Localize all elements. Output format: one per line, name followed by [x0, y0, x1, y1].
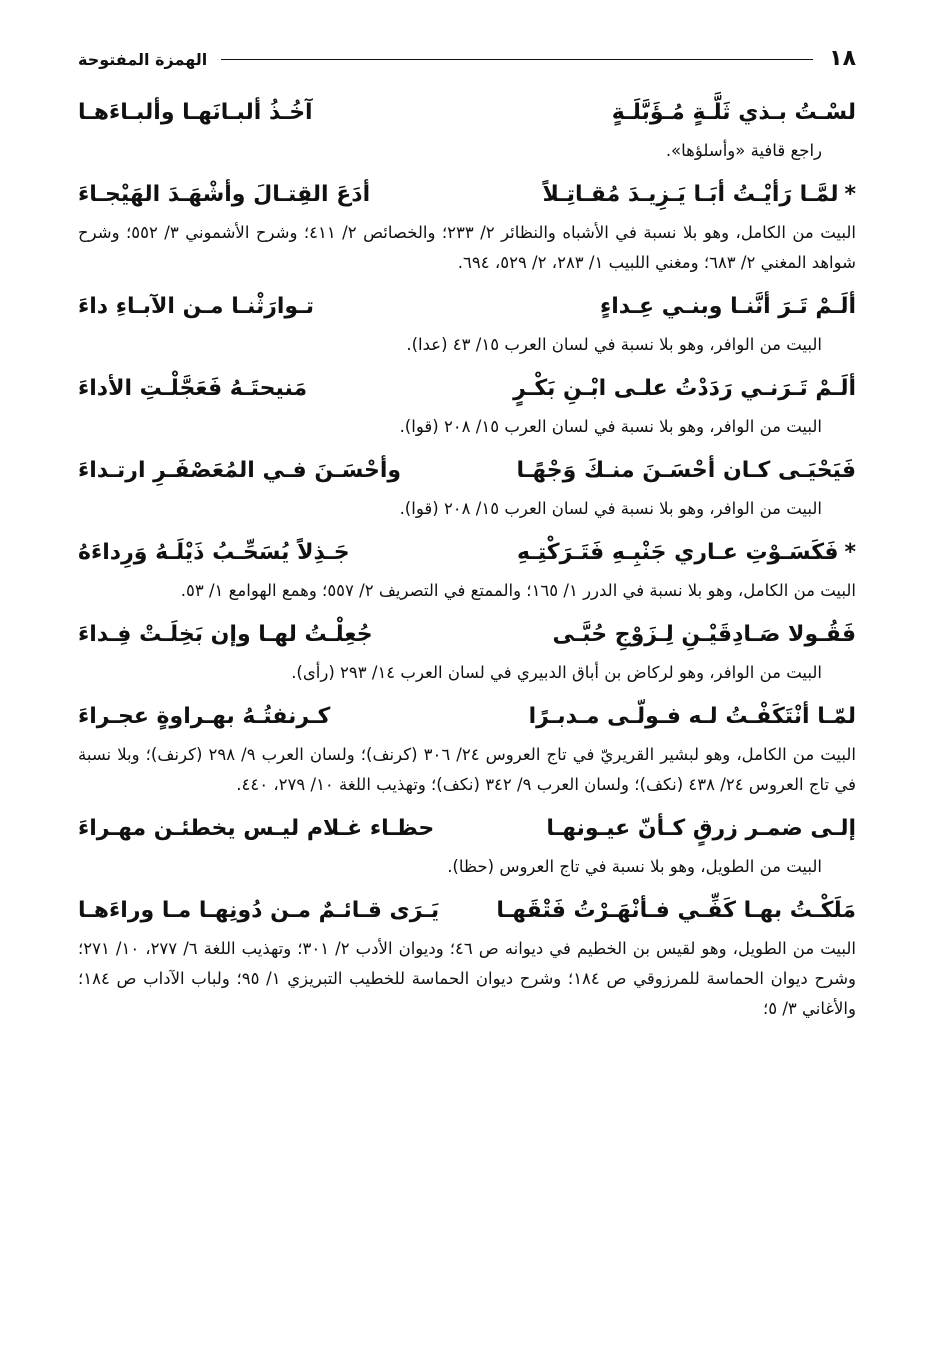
second-hemistich: وأحْسَـنَ فـي المُعَصْفَـرِ ارتـداءَ [78, 458, 402, 483]
verse-entry [78, 172, 856, 278]
first-hemistich-text: لسْـتُ بـذي ثَلَّـةٍ مُـؤَبَّلَـةٍ [611, 100, 856, 125]
first-hemistich-text: ألَـمْ تَـرَ أنَّنـا وبنـي عِـداءٍ [600, 294, 856, 319]
verse-line [78, 694, 856, 740]
source-note: البيت من الكامل، وهو بلا نسبة في الأشباه والنظائر ٢/ ٢٣٣؛ والخصائص ٢/ ٤١١؛ وشرح الأشموني ٣/ ٥٥٢؛ وشرح شواهد المغني ٢/ ٦٨٣؛ ومغني اللبيب ١/ ٢٨٣، ٢/ ٥٢٩، ٦٩٤. [78, 223, 856, 272]
second-hemistich: مَنيحتَـهُ فَعَجَّلْـتِ الأداءَ [78, 376, 308, 401]
source-note: البيت من الكامل، وهو بلا نسبة في الدرر ١/ ١٦٥؛ والممتع في التصريف ٢/ ٥٥٧؛ وهمع الهوامع ١/ ٥٣. [180, 581, 856, 600]
first-hemistich-text: إلـى ضمـر زرقٍ كـأنّ عيـونهـا [546, 816, 856, 841]
section-title: الهمزة المفتوحة [78, 49, 208, 69]
first-hemistich-text: لمّـا أنْتَكَفْـتُ لـه فـولّـى مـدبـرًا [528, 704, 856, 729]
first-hemistich-text: فَقُـولا صَـادِقَيْـنِ لِـزَوْجِ حُبَّـى [552, 622, 856, 647]
verse-entry [78, 448, 856, 524]
first-hemistich [483, 694, 856, 740]
book-page [78, 42, 856, 1320]
first-hemistich-text: فَكَسَـوْتِ عـاري جَنْبِـهِ فَتَـرَكْتِـهِ [516, 540, 839, 565]
verse-entry [78, 694, 856, 800]
verse-entry [78, 90, 856, 166]
asterisk-marker: * [844, 182, 856, 207]
first-hemistich [483, 612, 856, 658]
first-hemistich-text: لمَّـا رَأيْـتُ أبَـا يَـزِيـدَ مُقـاتِـلاً [542, 182, 839, 207]
source-note: البيت من الكامل، وهو لبشير القريريّ في تاج العروس ٢٤/ ٣٠٦ (كرنف)؛ ولسان العرب ٩/ ٢٩٨ (كرنف)؛ وبلا نسبة في تاج العروس ٢٤/ ٤٣٨ (نكف)؛ ولسان العرب ٩/ ٣٤٢ (نكف)؛ وتهذيب اللغة ١٠/ ٢٧٩، ٤٤٠. [78, 745, 857, 794]
source-note: راجع قافية «وأسلؤها». [665, 141, 822, 160]
first-hemistich [483, 806, 856, 852]
second-hemistich: آخُـذُ ألبـانَهـا وألبـاءَهـا [78, 100, 313, 125]
verse-line [78, 284, 856, 330]
second-hemistich: جَـذِلاً يُسَحِّـبُ ذَيْلَـهُ وَرِداءَهُ [78, 540, 350, 565]
second-hemistich: جُعِلْـتُ لهـا وإن بَخِلَـتْ فِـداءَ [78, 622, 373, 647]
verse-entry [78, 530, 856, 606]
header-rule [221, 59, 813, 60]
running-head [78, 42, 856, 76]
asterisk-marker: * [844, 540, 856, 565]
first-hemistich-text: فَيَحْيَـى كـان أحْسَـنَ منـكَ وَجْهًـا [516, 458, 856, 483]
verse-line [78, 366, 856, 412]
verse-line [78, 172, 856, 218]
source-note: البيت من الوافر، وهو بلا نسبة في لسان العرب ١٥/ ٢٠٨ (قوا). [399, 499, 822, 518]
first-hemistich [483, 366, 856, 412]
page-number: ١٨ [829, 46, 856, 71]
source-note: البيت من الطويل، وهو لقيس بن الخطيم في ديوانه ص ٤٦؛ وديوان الأدب ٢/ ٣٠١؛ وتهذيب اللغة ٦/ ٢٧٧، ١٠/ ٢٧١؛ وشرح ديوان الحماسة للمرزوقي ص ١٨٤؛ وشرح ديوان الحماسة للخطيب التبريزي ١/ ٩٥؛ ولباب الآداب ص ١٨٤؛ والأغاني ٣/ ٥؛ [78, 939, 856, 1018]
first-hemistich [483, 888, 856, 934]
verse-entry [78, 888, 856, 1024]
verse-entry [78, 806, 856, 882]
second-hemistich: تـوارَثْنـا مـن الآبـاءِ داءَ [78, 294, 315, 319]
verse-line [78, 888, 856, 934]
source-note: البيت من الوافر، وهو لركاض بن أباق الدبيري في لسان العرب ١٤/ ٢٩٣ (رأى). [291, 663, 822, 682]
second-hemistich: أدَعَ القِتـالَ وأشْهَـدَ الهَيْجـاءَ [78, 182, 371, 207]
first-hemistich [483, 284, 856, 330]
verse-line [78, 806, 856, 852]
source-note: البيت من الوافر، وهو بلا نسبة في لسان العرب ١٥/ ٤٣ (عدا). [406, 335, 822, 354]
second-hemistich: كـرنفتُـهُ بهـراوةٍ عجـراءَ [78, 704, 331, 729]
source-note: البيت من الوافر، وهو بلا نسبة في لسان العرب ١٥/ ٢٠٨ (قوا). [399, 417, 822, 436]
second-hemistich: يَـرَى قـائـمٌ مـن دُونِهـا مـا وراءَهـا [78, 898, 440, 923]
verse-entries [78, 90, 856, 1024]
verse-line [78, 612, 856, 658]
verse-line [78, 90, 856, 136]
first-hemistich [483, 530, 856, 576]
verse-entry [78, 284, 856, 360]
first-hemistich [483, 172, 856, 218]
first-hemistich-text: مَلَكْـتُ بهـا كَفِّـي فـأنْهَـرْتُ فَتْقَهـا [496, 898, 856, 923]
first-hemistich [483, 448, 856, 494]
verse-line [78, 530, 856, 576]
first-hemistich [483, 90, 856, 136]
source-note: البيت من الطويل، وهو بلا نسبة في تاج العروس (حظا). [447, 857, 822, 876]
verse-entry [78, 612, 856, 688]
verse-entry [78, 366, 856, 442]
second-hemistich: حظـاء غـلام ليـس يخطئـن مهـراءَ [78, 816, 435, 841]
first-hemistich-text: ألَـمْ تَـرَنـي رَدَدْتُ علـى ابْـنِ بَكْـرٍ [513, 376, 856, 401]
verse-line [78, 448, 856, 494]
